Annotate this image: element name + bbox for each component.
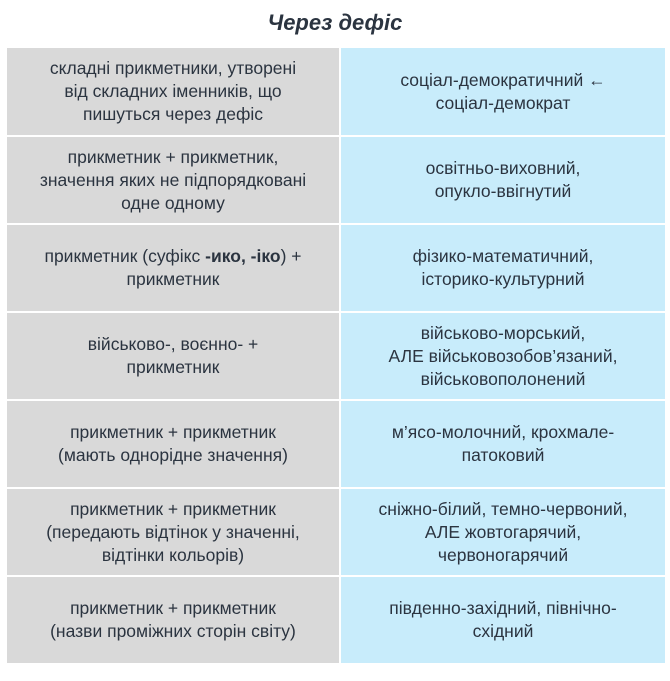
rule-line: військово-, воєнно- + [87, 334, 259, 354]
example-cell [340, 488, 666, 576]
rule-line: від складних іменників, що [64, 81, 282, 101]
example-line: АЛЕ жовтогарячий, [424, 521, 582, 542]
example-line: соціал-демократичний ← [400, 69, 606, 90]
example-cell [340, 400, 666, 488]
rule-line: (передають відтінок у значенні, [46, 521, 300, 542]
rule-line: прикметник [126, 269, 220, 289]
example-line: південно-західний, північно- [389, 598, 617, 618]
rule-line: пишуться через дефіс [82, 104, 264, 124]
example-line: військовополонений [420, 368, 586, 389]
rule-line: значення яких не підпорядковані [39, 169, 307, 190]
table-title: Через дефіс [267, 10, 403, 35]
rule-cell [6, 136, 340, 224]
example-cell [340, 224, 666, 312]
example-cell [340, 576, 666, 664]
example-line: військово-морський, [420, 322, 586, 343]
rule-line: прикметник + прикметник, [67, 146, 279, 167]
example-line: АЛЕ військовозобов’язаний, [388, 345, 618, 366]
example-line: м’ясо-молочний, крохмале- [391, 422, 615, 442]
rule-line: (назви проміжних сторін світу) [50, 621, 296, 641]
rule-line: складні прикметники, утворені [49, 58, 297, 78]
example-line: червоногарячий [437, 544, 569, 565]
rule-line: прикметник [126, 357, 220, 377]
example-cell [340, 47, 666, 136]
example-line: сніжно-білий, темно-червоний, [378, 498, 628, 519]
rule-cell [6, 224, 340, 312]
table-row [6, 224, 666, 312]
example-line: патоковий [461, 445, 545, 465]
example-line: опукло-ввігнутий [434, 181, 572, 201]
rule-cell [6, 47, 340, 136]
table-row [6, 47, 666, 136]
example-cell [340, 312, 666, 400]
table-row [6, 488, 666, 576]
rule-line-suffix: ) + [280, 246, 302, 266]
rule-cell [6, 488, 340, 576]
table-row [6, 312, 666, 400]
table-row [6, 576, 666, 664]
rule-line: (мають однорідне значення) [58, 445, 288, 465]
table-row [6, 400, 666, 488]
rule-line: прикметник + прикметник [70, 498, 276, 519]
example-line: фізико-математичний, [412, 246, 594, 266]
suffix-highlight: -ико, -іко [205, 246, 281, 266]
table-row [6, 136, 666, 224]
rule-line: одне одному [121, 192, 225, 213]
rule-cell [6, 576, 340, 664]
rule-cell [6, 312, 340, 400]
example-line: історико-культурний [421, 269, 585, 289]
example-cell [340, 136, 666, 224]
rule-cell [6, 400, 340, 488]
example-line: соціал-демократ [435, 92, 571, 113]
rule-line: прикметник + прикметник [70, 422, 276, 442]
hyphen-rules-table [5, 46, 667, 665]
example-line: східний [472, 621, 534, 641]
rule-line: відтінки кольорів) [101, 544, 245, 565]
rule-line: прикметник + прикметник [70, 598, 276, 618]
rule-line-prefix: прикметник (суфікс [44, 246, 206, 266]
example-line: освітньо-виховний, [425, 158, 581, 178]
